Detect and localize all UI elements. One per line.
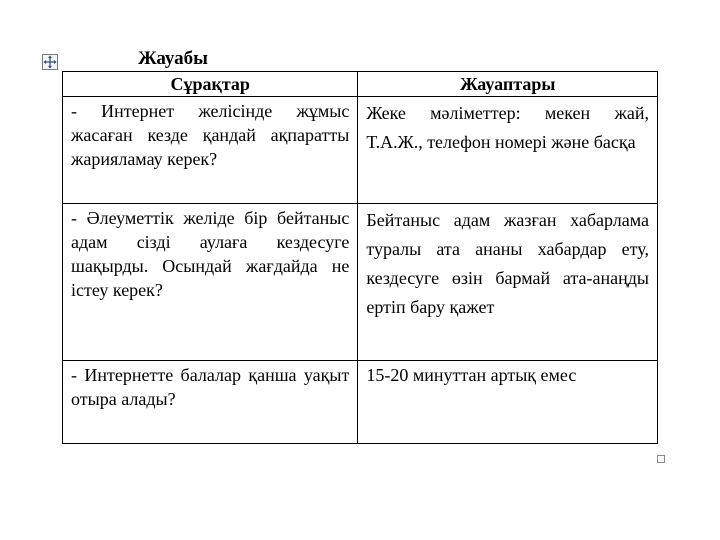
question-cell: - Интернетте балалар қанша уақыт отыра алады?	[63, 361, 358, 444]
table-row	[63, 97, 658, 204]
table-resize-handle-icon[interactable]	[657, 455, 665, 463]
table-header-row	[63, 72, 658, 97]
answer-cell: 15-20 минуттан артық емес	[358, 361, 658, 444]
question-cell: - Интернет желісінде жұмыс жасаған кезде қандай ақпаратты жарияламау керек?	[63, 97, 358, 204]
table-move-handle-icon[interactable]	[42, 54, 58, 70]
answer-cell: Бейтаныс адам жазған хабарлама туралы ата ананы хабардар ету, кездесуге өзін бармай ата-анаңды ертіп бару қажет	[358, 204, 658, 361]
question-cell: - Әлеуметтік желіде бір бейтаныс адам сізді аулаға кездесуге шақырды. Осындай жағдайда не істеу керек?	[63, 204, 358, 361]
header-questions: Сұрақтар	[63, 72, 358, 97]
table-row	[63, 204, 658, 361]
table-row	[63, 361, 658, 444]
table-caption: Жауабы	[138, 48, 208, 69]
answer-cell: Жеке мәліметтер: мекен жай, Т.А.Ж., телефон номері және басқа	[358, 97, 658, 204]
qa-table	[62, 71, 658, 444]
header-answers: Жауаптары	[358, 72, 658, 97]
